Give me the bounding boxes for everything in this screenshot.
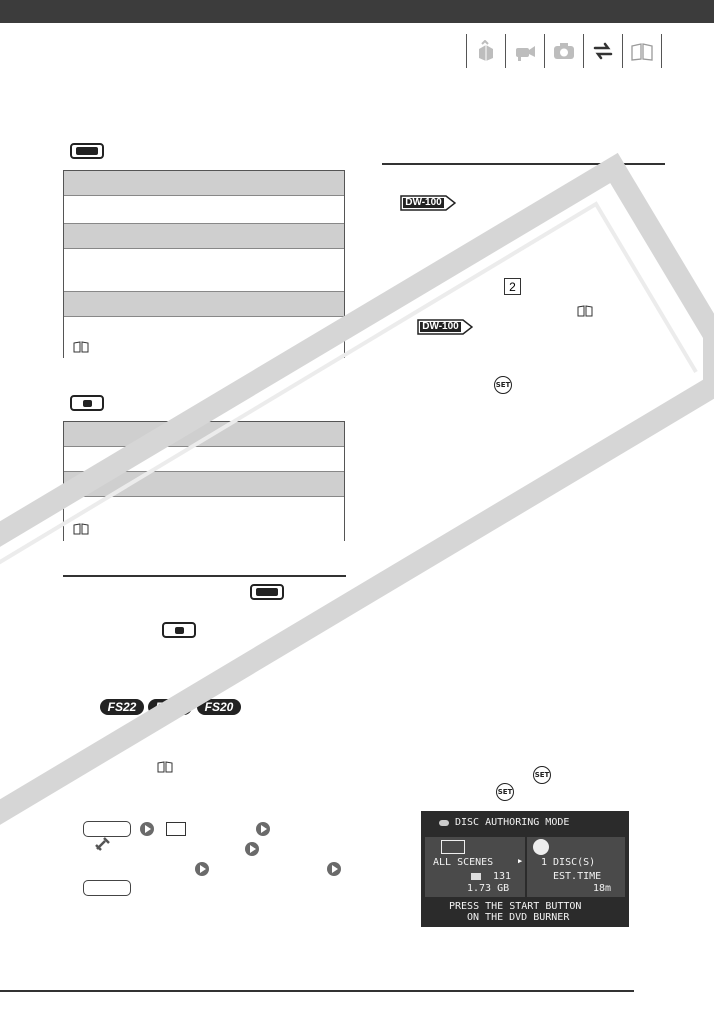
- section-divider: [63, 575, 346, 577]
- book-reference-icon: [73, 341, 89, 353]
- func-button-icon: [83, 821, 131, 837]
- transfer-icon: [583, 34, 622, 68]
- box-icon: [466, 34, 505, 68]
- menu-list-icon: [166, 822, 186, 836]
- lcd-size: 1.73 GB: [467, 883, 510, 894]
- lcd-est-time-label: EST.TIME: [553, 871, 602, 882]
- footer-rule: [0, 990, 634, 992]
- camera-icon: [544, 34, 583, 68]
- book-reference-icon: [73, 523, 89, 535]
- movie-playback-icon: [70, 143, 104, 159]
- section-icon-strip: [466, 34, 662, 68]
- slideshow-icon: [74, 477, 94, 491]
- set-button-icon: SET: [494, 376, 512, 394]
- next-step-arrow-icon: [327, 862, 341, 876]
- photo-playback-icon: [70, 395, 104, 411]
- disc-authoring-screen: [421, 811, 629, 927]
- table-header-row: [64, 422, 344, 447]
- arrow-right-icon: ▶: [518, 857, 523, 865]
- memory-card-icon: [471, 873, 481, 880]
- next-step-arrow-icon: [195, 862, 209, 876]
- set-button-icon: SET: [533, 766, 551, 784]
- table-body-row: [64, 497, 344, 541]
- section-divider: [382, 163, 665, 165]
- movie-menu-table: [63, 170, 345, 358]
- setup-wrench-icon: [94, 836, 112, 852]
- next-step-arrow-icon: [256, 822, 270, 836]
- table-body-row: [64, 249, 344, 292]
- table-header-row: [64, 171, 344, 196]
- lcd-scene-count: 131: [493, 871, 512, 882]
- set-button-icon: SET: [496, 783, 514, 801]
- step-number-box: 2: [504, 278, 521, 295]
- lcd-title: DISC AUTHORING MODE: [455, 817, 570, 828]
- photo-menu-table: [63, 421, 345, 541]
- disc-icon: [533, 839, 549, 855]
- model-badge: FS22: [100, 699, 144, 715]
- dw100-label: DW-100: [422, 321, 459, 332]
- lcd-divider: [525, 837, 527, 897]
- movie-playback-icon: [250, 584, 284, 600]
- camcorder-memory-icon: [441, 840, 465, 854]
- header-bar: [0, 0, 714, 23]
- disc-drive-icon: [439, 820, 449, 826]
- table-header-row: [64, 472, 344, 497]
- camcorder-icon: [505, 34, 544, 68]
- dw100-label: DW-100: [405, 197, 442, 208]
- next-step-arrow-icon: [245, 842, 259, 856]
- table-body-row: [64, 317, 344, 359]
- model-badge: FS20: [197, 699, 241, 715]
- lcd-message-line1: PRESS THE START BUTTON: [449, 901, 582, 912]
- table-header-row: [64, 224, 344, 249]
- table-body-row: [64, 447, 344, 472]
- lcd-est-time-value: 18m: [593, 883, 612, 894]
- photo-playback-icon: [162, 622, 196, 638]
- lcd-message-line2: ON THE DVD BURNER: [467, 912, 570, 923]
- func-button-icon: [83, 880, 131, 896]
- book-icon: [622, 34, 662, 68]
- lcd-disc-count: 1 DISC(S): [541, 857, 596, 868]
- next-step-arrow-icon: [140, 822, 154, 836]
- book-reference-icon: [157, 761, 173, 773]
- lcd-scenes-label: ALL SCENES: [433, 857, 494, 868]
- table-body-row: [64, 196, 344, 224]
- model-badge: FS21: [148, 699, 192, 715]
- table-header-row: [64, 292, 344, 317]
- book-reference-icon: [577, 305, 593, 317]
